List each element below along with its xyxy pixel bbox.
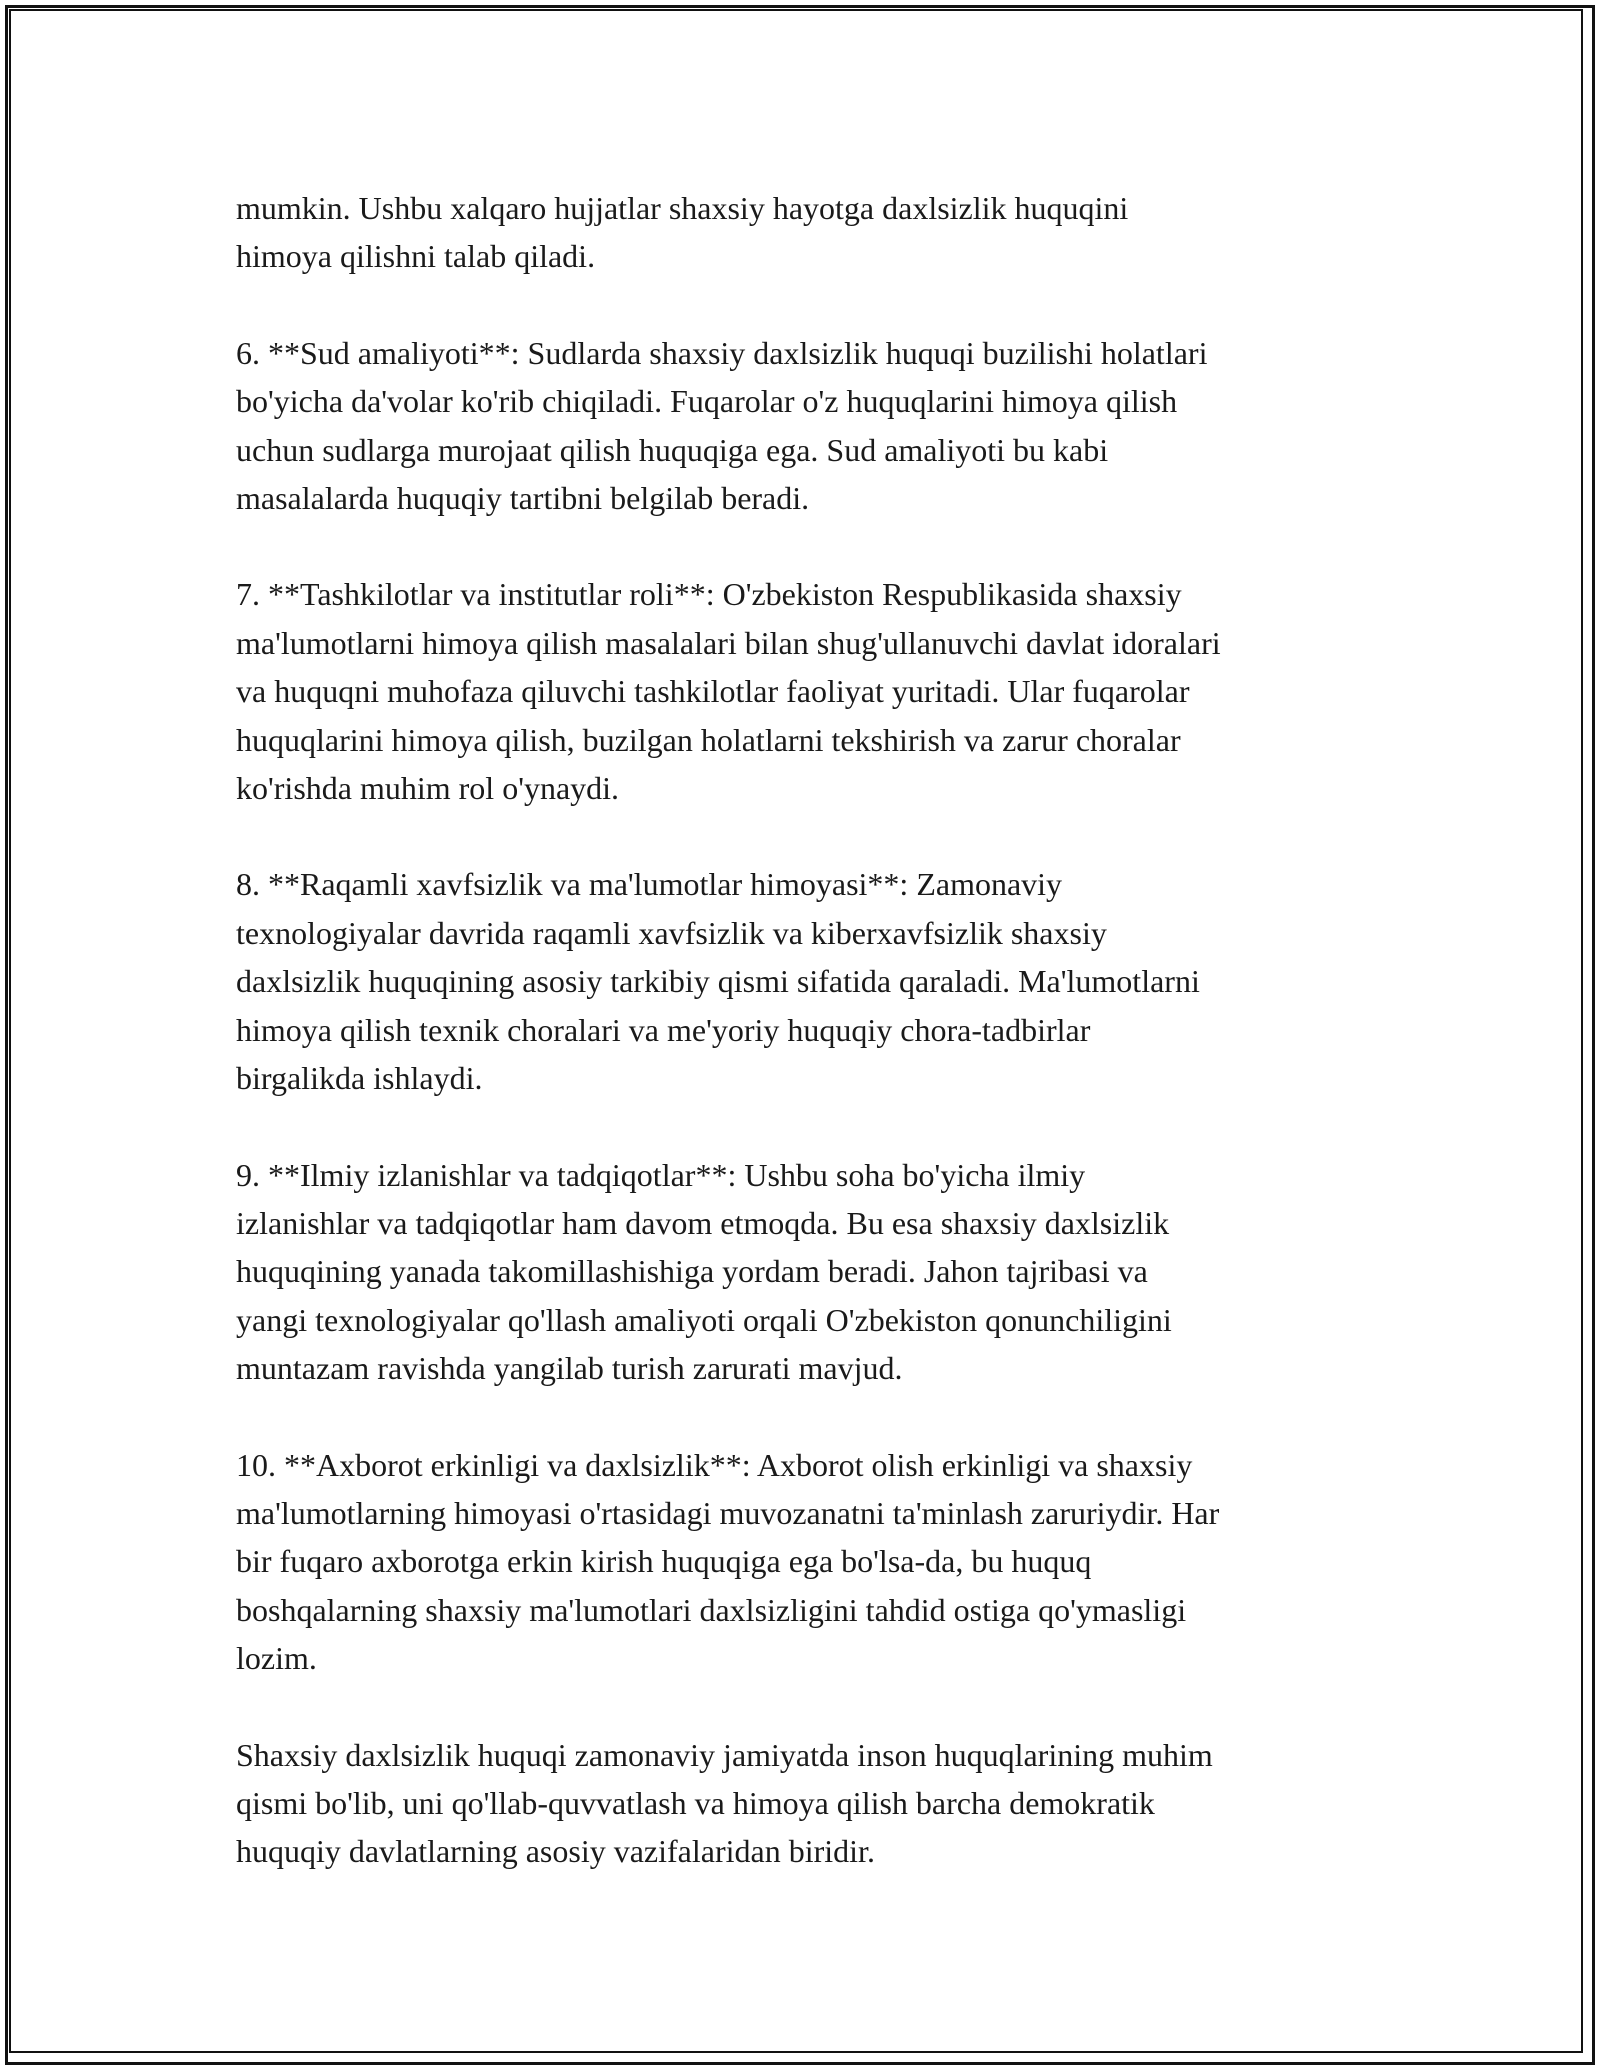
paragraph-conclusion: Shaxsiy daxlsizlik huquqi zamonaviy jamiyatda inson huquqlarining muhim qismi bo'lib, uni qo'llab-quvvatlash va himoya qilish barcha demokratik huquqiy davlatlarning asosiy vazifalaridan biridir. (236, 1736, 1213, 1870)
paragraph-continuation: mumkin. Ushbu xalqaro hujjatlar shaxsiy hayotga daxlsizlik huquqini himoya qilishni talab qiladi. (236, 190, 1129, 275)
paragraph-item-7: 7. **Tashkilotlar va institutlar roli**: O'zbekiston Respublikasida shaxsiy ma'lumotlarni himoya qilish masalalari bilan shug'ullanuvchi davlat idoralari va huquqni muhofaza qiluvchi tashkilotlar faoliyat yuritadi. Ular fuqarolar huquqlarini himoya qilish, buzilgan holatlarni tekshirish va zarur choralar ko'rishda muhim rol o'ynaydi. (236, 576, 1221, 807)
paragraph-item-8: 8. **Raqamli xavfsizlik va ma'lumotlar himoyasi**: Zamonaviy texnologiyalar davrida raqamli xavfsizlik va kiberxavfsizlik shaxsiy daxlsizlik huquqining asosiy tarkibiy qismi sifatida qaraladi. Ma'lumotlarni himoya qilish texnik choralari va me'yoriy huquqiy chora-tadbirlar birgalikda ishlaydi. (236, 866, 1200, 1097)
document-body (236, 184, 1381, 1924)
paragraph-item-6: 6. **Sud amaliyoti**: Sudlarda shaxsiy daxlsizlik huquqi buzilishi holatlari bo'yicha da'volar ko'rib chiqiladi. Fuqarolar o'z huquqlarini himoya qilish uchun sudlarga murojaat qilish huquqiga ega. Sud amaliyoti bu kabi masalalarda huquqiy tartibni belgilab beradi. (236, 334, 1208, 517)
paragraph-item-10: 10. **Axborot erkinligi va daxlsizlik**: Axborot olish erkinligi va shaxsiy ma'lumotlarning himoyasi o'rtasidagi muvozanatni ta'minlash zaruriydir. Har bir fuqaro axborotga erkin kirish huquqiga ega bo'lsa-da, bu huquq boshqalarning shaxsiy ma'lumotlari daxlsizligini tahdid ostiga qo'ymasligi lozim. (236, 1446, 1220, 1677)
paragraph-item-9: 9. **Ilmiy izlanishlar va tadqiqotlar**: Ushbu soha bo'yicha ilmiy izlanishlar va tadqiqotlar ham davom etmoqda. Bu esa shaxsiy daxlsizlik huquqining yanada takomillashishiga yordam beradi. Jahon tajribasi va yangi texnologiyalar qo'llash amaliyoti orqali O'zbekiston qonunchiligini muntazam ravishda yangilab turish zarurati mavjud. (236, 1156, 1172, 1387)
